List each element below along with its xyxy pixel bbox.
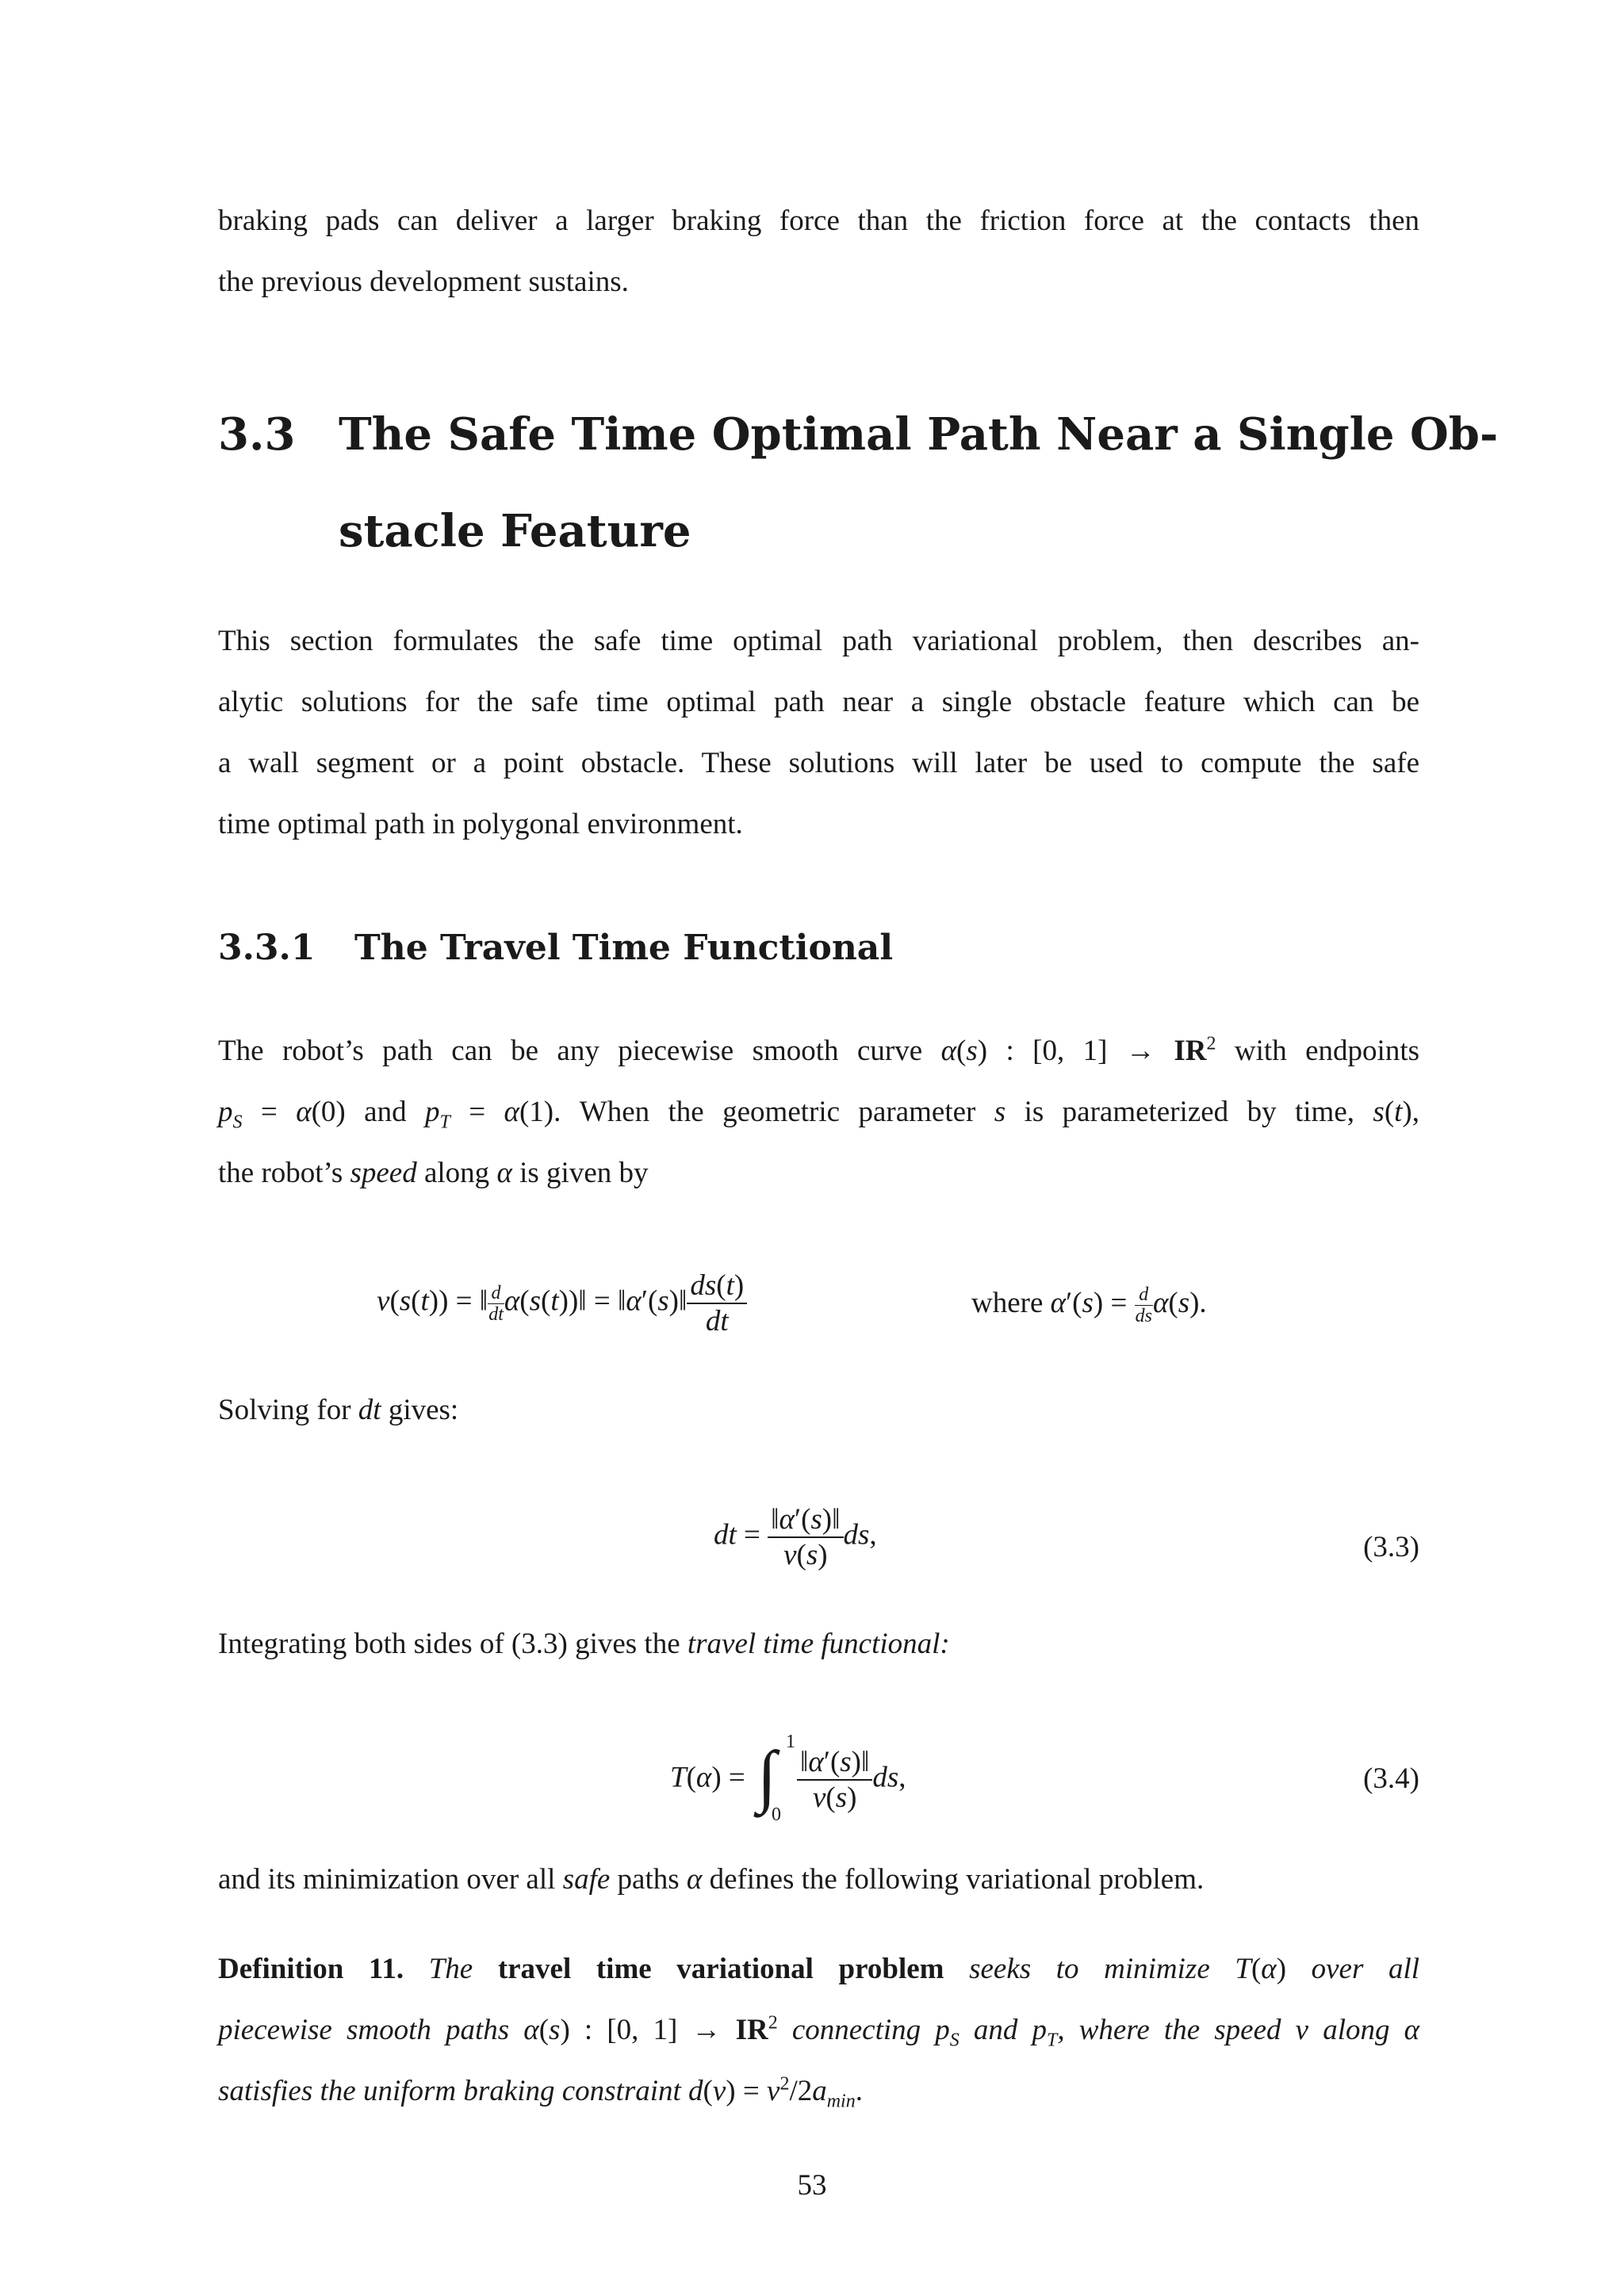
minimization-line: and its minimization over all safe paths α defines the following variational problem. [218,1863,1205,1896]
path-para-line-1: The robot’s path can be any piecewise smooth curve α(s) : [0, $1] \to IR^2$ with endpoints [218,1033,1420,1067]
solving-paragraph [218,1380,1419,1441]
definition-11 [218,1938,1419,2122]
definition-label: Definition 11. [218,1953,404,1985]
speed-term: speed [350,1157,417,1189]
section-paragraph [218,610,1419,855]
section-para-line-1: This section formulates the safe time optimal path variational problem, then describes an- [218,625,1419,657]
solving-line: Solving for dt gives: [218,1394,459,1426]
integrating-line: Integrating both sides of (3.3) gives the travel time functional: [218,1628,950,1660]
speed-equation-where: where α′(s) = $\frac{d}{ds}$ α(s). [971,1284,1207,1326]
safe-term: safe [562,1863,611,1896]
path-para-line-2: $p_S = \alpha(0)$ and $p_T = \alpha(1)$. When the geometric parameter s is parameterized by time, s(t), [218,1096,1419,1133]
section-title-line-1: The Safe Time Optimal Path Near a Single Ob- [339,408,1499,461]
equation-3-3-number: (3.3) [1363,1531,1419,1563]
minimization-paragraph [218,1849,1419,1910]
section-title-line-2: stacle Feature [339,505,691,557]
travel-time-functional-term: travel time functional: [687,1628,950,1660]
definition-term: travel time variational problem [497,1953,944,1985]
section-number: 3.3 [218,408,296,461]
intro-line-1: braking pads can deliver a larger braking force than the friction force at the contacts then [218,205,1419,237]
subsection-number: 3.3.1 [218,928,316,968]
intro-paragraph [218,190,1419,312]
definition-line-1: Definition 11. The travel time variational problem seeks to minimize T(α) over all [218,1953,1420,1985]
section-para-line-2: alytic solutions for the safe time optimal path near a single obstacle feature which can be [218,686,1419,718]
equation-3-4-number: (3.4) [1363,1762,1419,1795]
section-para-line-3: a wall segment or a point obstacle. These solutions will later be used to compute the safe [218,747,1419,779]
subsection-title: The Travel Time Functional [354,928,894,968]
page-number: 53 [797,2169,827,2202]
integrating-paragraph [218,1613,1419,1674]
section-para-line-4: time optimal path in polygonal environment. [218,808,743,840]
equation-3-3: dt = $\frac{‖\alpha'(s)‖}{\nu(s)}$ ds, [714,1503,877,1571]
speed-equation: ν(s(t)) = ‖ $\frac{d}{dt}$ α(s(t))‖ = ‖α′(s)‖ $\frac{ds(t)}{dt}$ [377,1269,747,1338]
intro-line-2: the previous development sustains. [218,266,629,298]
path-paragraph [218,1020,1419,1203]
definition-line-3: satisfies the uniform braking constraint $d(\nu) = \nu^2/2a_{min}$. [218,2073,863,2112]
equation-3-4: T(α) = ∫ 1 0 $\frac{‖\alpha'(s)‖}{\nu(s)}$ ds, [670,1732,906,1825]
definition-line-2: piecewise smooth paths α(s) : [0, $1] \to IR^2$ connecting $p_S$ and $p_T$, where the speed ν along α [218,2012,1420,2051]
path-para-line-3: the robot’s speed along α is given by [218,1157,649,1189]
